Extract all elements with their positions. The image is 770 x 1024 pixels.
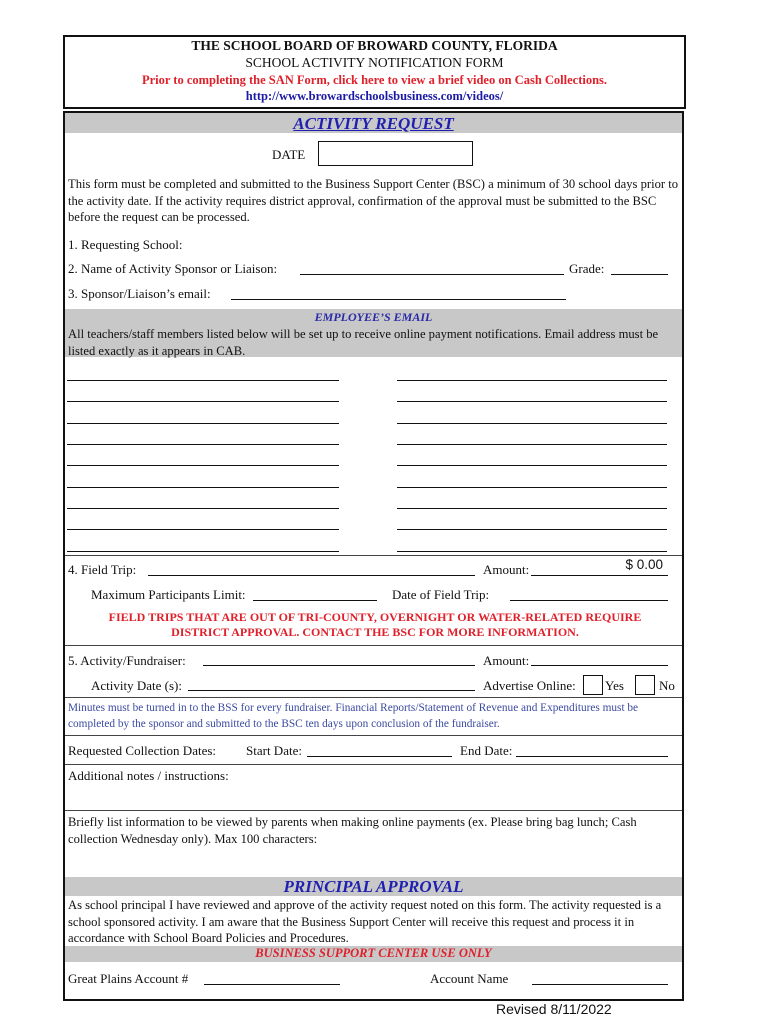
email-line[interactable] <box>397 444 667 445</box>
field-trip-amount-field[interactable] <box>531 575 668 576</box>
section-divider <box>65 764 682 765</box>
date-label: DATE <box>272 147 306 162</box>
revised-date: Revised 8/11/2022 <box>496 1001 612 1017</box>
sponsor-email-label: 3. Sponsor/Liaison’s email: <box>68 286 211 301</box>
email-line[interactable] <box>397 423 667 424</box>
video-url-link[interactable]: http://www.browardschoolsbusiness.com/videos/ <box>245 89 504 103</box>
fundraiser-label: 5. Activity/Fundraiser: <box>68 653 186 668</box>
date-of-trip-field[interactable] <box>510 600 668 601</box>
additional-notes-field[interactable] <box>65 786 682 808</box>
sponsor-name-field[interactable] <box>300 274 564 275</box>
email-line[interactable] <box>397 380 667 381</box>
form-title: SCHOOL ACTIVITY NOTIFICATION FORM <box>245 55 504 70</box>
advertise-yes-label: Yes <box>605 678 624 693</box>
grade-label: Grade: <box>569 261 605 276</box>
principal-approval-title: PRINCIPAL APPROVAL <box>283 877 464 896</box>
advertise-online-label: Advertise Online: <box>483 678 576 693</box>
additional-notes-label: Additional notes / instructions: <box>68 768 229 783</box>
email-line[interactable] <box>397 508 667 509</box>
sponsor-name-label: 2. Name of Activity Sponsor or Liaison: <box>68 261 278 276</box>
requesting-school-label: 1. Requesting School: <box>68 237 183 252</box>
email-line[interactable] <box>67 487 339 488</box>
parent-info-label: Briefly list information to be viewed by parents when making online payments (ex. Please bring bag lunch; Cash collection Wednesday only). Max 100 characters: <box>68 815 637 846</box>
section-divider <box>65 735 682 736</box>
section-divider <box>65 555 682 556</box>
max-participants-field[interactable] <box>253 600 377 601</box>
end-date-field[interactable] <box>516 756 668 757</box>
account-name-field[interactable] <box>532 984 668 985</box>
fundraiser-field[interactable] <box>203 665 475 666</box>
start-date-field[interactable] <box>307 756 452 757</box>
email-line[interactable] <box>67 444 339 445</box>
section-divider <box>65 645 682 646</box>
field-trip-warning: FIELD TRIPS THAT ARE OUT OF TRI-COUNTY, OVERNIGHT OR WATER-RELATED REQUIRE DISTRICT APPROVAL. CONTACT THE BSC FOR MORE INFORMATION. <box>108 610 642 639</box>
email-line[interactable] <box>67 508 339 509</box>
activity-dates-label: Activity Date (s): <box>91 678 182 693</box>
account-name-label: Account Name <box>430 971 509 986</box>
date-field[interactable] <box>318 141 473 166</box>
email-line[interactable] <box>397 487 667 488</box>
email-line[interactable] <box>397 551 667 552</box>
field-trip-label: 4. Field Trip: <box>68 562 137 577</box>
sponsor-email-field[interactable] <box>231 299 566 300</box>
activity-request-title: ACTIVITY REQUEST <box>293 114 454 133</box>
section-divider <box>65 697 682 698</box>
email-line[interactable] <box>67 465 339 466</box>
email-line[interactable] <box>397 529 667 530</box>
fundraiser-note: Minutes must be turned in to the BSS for every fundraiser. Financial Reports/Statement of Revenue and Expenditures must be completed by the sponsor and submitted to the BSC ten days upon conclusion of the fundraiser. <box>68 702 639 730</box>
advertise-yes-checkbox[interactable] <box>583 675 603 695</box>
start-date-label: Start Date: <box>246 743 302 758</box>
section-divider <box>65 810 682 811</box>
email-line[interactable] <box>67 423 339 424</box>
bsc-title: BUSINESS SUPPORT CENTER USE ONLY <box>255 946 492 960</box>
parent-info-field[interactable] <box>65 850 682 874</box>
email-line[interactable] <box>67 401 339 402</box>
email-line[interactable] <box>67 380 339 381</box>
employee-email-title: EMPLOYEE’S EMAIL <box>314 310 433 324</box>
email-line[interactable] <box>67 551 339 552</box>
fundraiser-amount-label: Amount: <box>483 653 530 668</box>
requested-collection-label: Requested Collection Dates: <box>68 743 217 758</box>
date-of-trip-label: Date of Field Trip: <box>392 587 490 602</box>
great-plains-field[interactable] <box>204 984 340 985</box>
field-trip-amount-value: $ 0.00 <box>625 557 663 572</box>
field-trip-field[interactable] <box>148 575 475 576</box>
max-participants-label: Maximum Participants Limit: <box>91 587 246 602</box>
email-line[interactable] <box>397 465 667 466</box>
advertise-no-label: No <box>659 678 675 693</box>
board-title: THE SCHOOL BOARD OF BROWARD COUNTY, FLORIDA <box>191 38 558 53</box>
great-plains-label: Great Plains Account # <box>68 971 189 986</box>
principal-approval-text: As school principal I have reviewed and approve of the activity request noted on this form. The activity requested is a school sponsored activity. I am aware that the Business Support Center will receive this request and process it in accordance with School Board Policies and Procedures. <box>68 898 662 945</box>
email-line[interactable] <box>397 401 667 402</box>
intro-paragraph: This form must be completed and submitted to the Business Support Center (BSC) a minimum of 30 school days prior to the activity date. If the activity requires district approval, confirmation of the approval must be submitted to the BSC before the request can be processed. <box>68 177 679 224</box>
grade-field[interactable] <box>611 274 668 275</box>
advertise-no-checkbox[interactable] <box>635 675 655 695</box>
fundraiser-amount-field[interactable] <box>531 665 668 666</box>
employee-email-text: All teachers/staff members listed below will be set up to receive online payment notifications. Email address must be listed exactly as it appears in CAB. <box>68 327 659 358</box>
activity-dates-field[interactable] <box>188 690 475 691</box>
video-notice-link[interactable]: Prior to completing the SAN Form, click here to view a brief video on Cash Collections. <box>141 73 608 87</box>
field-trip-amount-label: Amount: <box>483 562 530 577</box>
end-date-label: End Date: <box>460 743 513 758</box>
email-line[interactable] <box>67 529 339 530</box>
